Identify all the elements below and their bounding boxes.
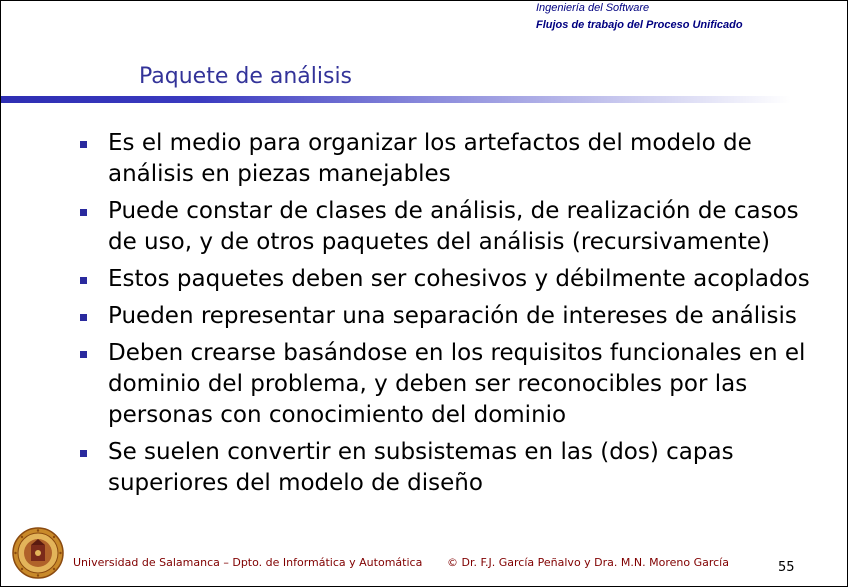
footer-institution: Universidad de Salamanca – Dpto. de Informática y Automática xyxy=(73,556,423,569)
university-seal-icon xyxy=(12,527,64,579)
square-bullet-icon xyxy=(80,351,87,358)
bullet-text: Es el medio para organizar los artefactos del modelo de análisis en piezas manejables xyxy=(108,130,752,187)
bullet-item xyxy=(78,301,818,332)
square-bullet-icon xyxy=(80,277,87,284)
bullet-text: Pueden representar una separación de intereses de análisis xyxy=(108,303,797,329)
header-subject: Ingeniería del Software xyxy=(536,2,650,14)
bullet-text: Puede constar de clases de análisis, de realización de casos de uso, y de otros paquetes del análisis (recursivamente) xyxy=(108,198,799,255)
bullet-text: Se suelen convertir en subsistemas en las (dos) capas superiores del modelo de diseño xyxy=(108,439,734,496)
bullet-item xyxy=(78,437,818,499)
bullet-list xyxy=(78,128,818,505)
square-bullet-icon xyxy=(80,209,87,216)
square-bullet-icon xyxy=(80,141,87,148)
square-bullet-icon xyxy=(80,314,87,321)
bullet-text: Deben crearse basándose en los requisitos funcionales en el dominio del problema, y deben ser reconocibles por las personas con conocimiento del dominio xyxy=(108,340,806,428)
bullet-text: Estos paquetes deben ser cohesivos y débilmente acoplados xyxy=(108,266,810,292)
square-bullet-icon xyxy=(80,450,87,457)
title-underline-bar xyxy=(1,96,791,103)
bullet-item xyxy=(78,128,818,190)
bullet-item xyxy=(78,338,818,431)
header-topic: Flujos de trabajo del Proceso Unificado xyxy=(536,19,743,31)
footer-authors: © Dr. F.J. García Peñalvo y Dra. M.N. Moreno García xyxy=(447,556,729,569)
bullet-item xyxy=(78,196,818,258)
slide-title: Paquete de análisis xyxy=(139,64,353,89)
bullet-item xyxy=(78,264,818,295)
page-number: 55 xyxy=(778,560,795,575)
